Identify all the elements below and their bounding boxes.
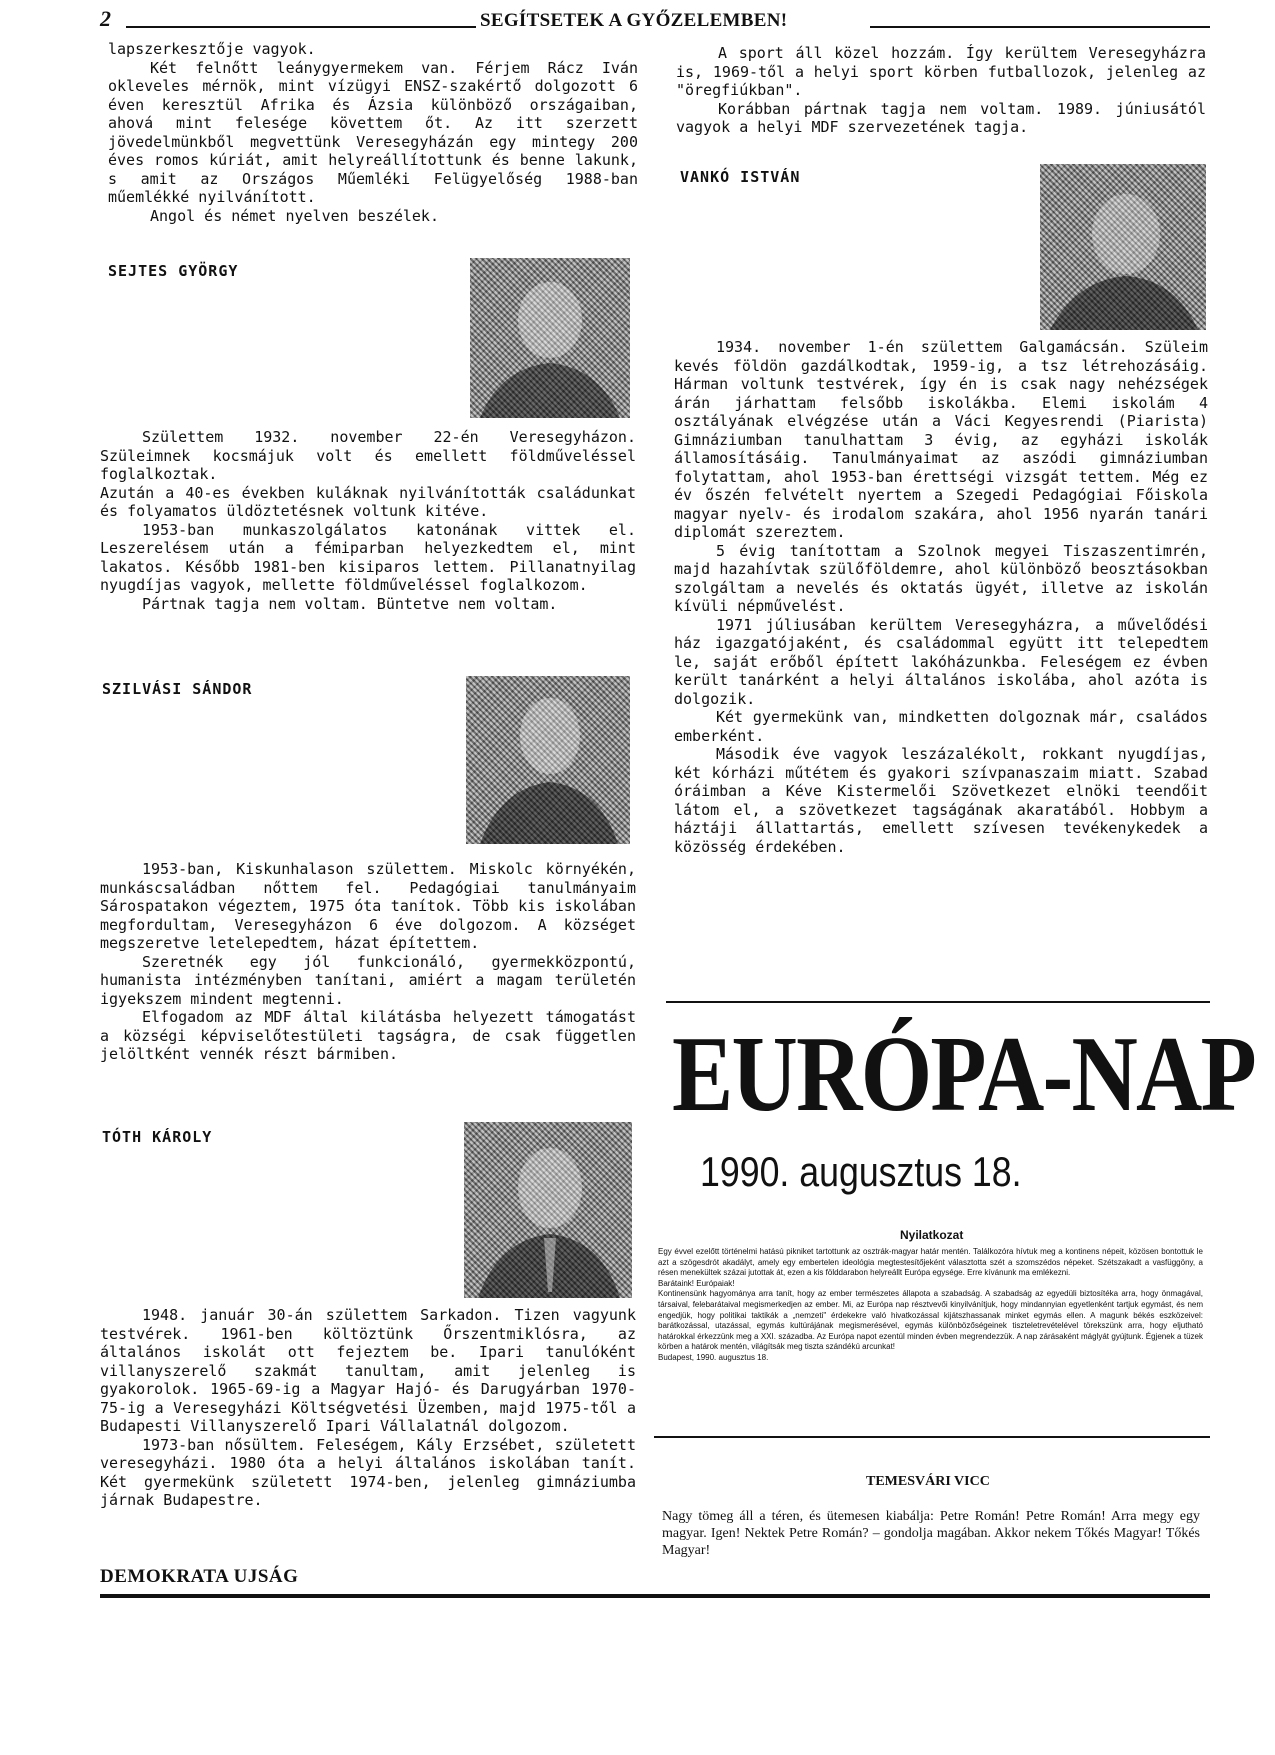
declaration-text — [658, 1247, 1203, 1364]
paragraph: 1971 júliusában kerültem Veresegyházra, a művelődési ház igazgatójaként, és családommal együtt itt telepedtem le, saját erőből épített lakóházunkba. Feleségem ez évben került tanárként a helyi általános iskolába, ahol azóta is dolgozik. — [674, 615, 1208, 708]
paragraph: Azután a 40-es években kuláknak nyilvánították családunkat és folyamatos üldöztetésnek voltunk kitéve. — [100, 483, 636, 520]
portrait-photo-toth — [464, 1122, 632, 1298]
paragraph: Szeretnék egy jól funkcionáló, gyermekközpontú, humanista intézményben tanítani, amiért a magam területén igyekszem mindent megtenni. — [100, 952, 636, 1008]
left-intro-text — [108, 40, 638, 225]
paragraph: Elfogadom az MDF által kilátásba helyezett támogatást a községi képviselőtestületi tagságra, de csak független jelöltként vennék részt bármiben. — [100, 1008, 636, 1063]
paragraph: Budapest, 1990. augusztus 18. — [658, 1352, 769, 1362]
paragraph: 1973-ban nősültem. Feleségem, Kály Erzsébet, született veresegyházi. 1980 óta a helyi általános iskolában tanít. Két gyermekünk született 1974-ben, jelenleg gimnáziumba járnak Budapestre. — [100, 1435, 636, 1509]
paragraph: Korábban pártnak tagja nem voltam. 1989. júniusától vagyok a helyi MDF szervezetének tagja. — [676, 99, 1206, 136]
paragraph: 1953-ban, Kiskunhalason születtem. Miskolc környékén, munkáscsaládban nőttem fel. Pedagógiai tanulmányaim Sárospatakon végeztem, 1975 óta tanítok. Több kis iskolában megfordultam, Veresegyházon 6 éve dolgozom. A községet megszeretve letelepedtem, házat építettem. — [100, 860, 636, 952]
paragraph: Barátaink! Európaiak! — [658, 1278, 735, 1288]
paragraph: 1948. január 30-án születtem Sarkadon. Tizen vagyunk testvérek. 1961-ben költöztünk Őrszentmiklósra, az általános iskolát ott fejeztem be. Ipari tanulóként villanyszerelő szakmát tanultam, amit jelenleg is gyakorolok. 1965-69-ig a Magyar Hajó- és Darugyárban 1970-75-ig a Veresegyházi Költségvetési Üzemben, majd 1975-től a Budapesti Villanyszerelő Ipari Vállalatnál dolgozom. — [100, 1306, 636, 1435]
right-intro-text — [676, 44, 1206, 137]
paragraph: Kontinensünk hagyománya arra tanít, hogy az ember természetes állapota a szabadság. A szabadság az egyedüli biztosítéka arra, hogy önmagával, társaival, felebarátaival megismerkedjen az ember. Mi, az Európa nap résztvevői kinyilvánítjuk, hogy mindannyian egyetlenként tartjuk egymást, és nem engedjük, hogy politikai taktikák a „nemzeti" érdekekre való hivatkozással kijátszhassanak minket egymás ellen. A magunk békés eszközeivel: barátkozással, utazással, egymás kultúrájának megismerésével, egymás különbözőségeinek tiszteletrevételével törekszünk arra, hogy eljutható határokkal érkezzünk meg a XXI. századba. Az Európa napot ezentúl minden évben megrendezzük. A nap zárásaként máglyát gyújtunk. Égjenek a tüzek körben a határok mentén, világítsák meg tiszta szándékú arcunkat! — [658, 1289, 1203, 1352]
paragraph: 5 évig tanítottam a Szolnok megyei Tiszaszentimrén, majd hazahívtak szülőföldemre, ahol különböző beosztásokban szolgáltam a nevelés és oktatás ügyét, illetve az iskolán kívüli népművelést. — [674, 541, 1208, 615]
paragraph: A sport áll közel hozzám. Így kerültem Veresegyházra is, 1969-től a helyi sport körben futballozok, jelenleg az "öregfiúkban". — [676, 44, 1206, 99]
bio-text-vanko — [674, 338, 1208, 856]
vicc-title: TEMESVÁRI VICC — [866, 1474, 990, 1489]
paragraph: Pártnak tagja nem voltam. Büntetve nem voltam. — [142, 594, 558, 613]
vicc-text: Nagy tömeg áll a téren, és ütemesen kiabálja: Petre Román! Petre Román! Arra megy egy magyar. Igen! Nektek Petre Román? – gondolja magában. Akkor nekem Tőkés Magyar! Tőkés Magyar! — [662, 1509, 1200, 1558]
portrait-photo-sejtes — [470, 258, 630, 418]
candidate-name-vanko: VANKÓ ISTVÁN — [680, 168, 801, 186]
portrait-photo-vanko — [1040, 164, 1206, 330]
declaration-title: Nyilatkozat — [900, 1228, 964, 1242]
bio-text-sejtes — [100, 428, 636, 613]
paragraph: Angol és német nyelven beszélek. — [150, 206, 439, 225]
europa-top-rule — [666, 1001, 1210, 1003]
header-rule-right — [870, 26, 1210, 28]
europa-nap-date: 1990. augusztus 18. — [700, 1148, 1022, 1195]
europa-nap-headline: EURÓPA-NAP — [672, 1015, 1256, 1134]
paragraph: 1934. november 1-én születtem Galgamácsán. Szüleim kevés földön gazdálkodtak, 1959-ig, a tsz létrehozásáig. Hárman voltunk testvérek, így én is csak nagy nehézségek árán járhattam felsőbb iskolákba. Elemi iskolám 4 osztályának elvégzése után a Váci Kegyesrendi (Piarista) Gimnáziumban tanulhattam 3 évig, az egyházi iskolák államosításáig. Tanulmányaimat az aszódi gimnáziumban folytattam, ahol 1953-ban érettségi vizsgát tettem. Még ez év őszén felvételt nyertem a Szegedi Pedagógiai Főiskola magyar nyelv- és irodalom szakára, ahol 1956 nyarán tanári diplomát szereztem. — [674, 338, 1208, 541]
footer-brand: DEMOKRATA UJSÁG — [100, 1566, 299, 1587]
page-header-title: SEGÍTSETEK A GYŐZELEMBEN! — [480, 10, 788, 31]
header-rule-left — [126, 26, 476, 28]
page-number: 2 — [100, 6, 111, 31]
candidate-name-sejtes: SEJTES GYÖRGY — [108, 262, 239, 280]
paragraph: Születtem 1932. november 22-én Veresegyházon. Szüleimnek kocsmájuk volt és emellett földműveléssel foglalkoztak. — [100, 428, 636, 483]
europa-bottom-rule — [654, 1436, 1210, 1438]
paragraph: 1953-ban munkaszolgálatos katonának vittek el. Leszerelésem után a fémiparban helyezkedtem el, mint lakatos. Később 1981-ben kisiparos lettem. Pillanatnyilag nyugdíjas vagyok, mellette földműveléssel foglalkozom. — [100, 520, 636, 594]
bio-text-toth — [100, 1306, 636, 1510]
candidate-name-szilvasi: SZILVÁSI SÁNDOR — [102, 680, 253, 698]
portrait-photo-szilvasi — [466, 676, 630, 844]
page-footer — [100, 1566, 1210, 1588]
paragraph: Két gyermekünk van, mindketten dolgoznak már, családos emberként. — [674, 708, 1208, 745]
paragraph: Két felnőtt leánygyermekem van. Férjem Rácz Iván okleveles mérnök, mint vízügyi ENSZ-szakértő dolgozott 6 éven keresztül Afrika és Ázsia különböző országaiban, ahová mint felesége követtem őt. Az itt szerzett jövedelmünkből megvettünk Veresegyházán egy mintegy 200 éves romos kúriát, amit helyreállítottunk és benne lakunk, s amit az Országos Műemléki Felügyelőség 1988-ban műemlékké nyilvánított. — [108, 58, 638, 206]
paragraph: Egy évvel ezelőtt történelmi hatású pikniket tartottunk az osztrák-magyar határ mentén. Találkozóra hívtuk meg a kontinens népeit, közösen bontottuk le azt a szögesdrót akadályt, amely egy embertelen ideológia megtestesítőjeként választotta szét a szomszédos népeket. Szétszakadt a vasfüggöny, a résen menekültek százai jutottak át, ezen a kis földdarabon helyreállt Európa egysége. Erre kívánunk ma emlékezni. — [658, 1247, 1203, 1278]
bio-text-szilvasi — [100, 860, 636, 1064]
candidate-name-toth: TÓTH KÁROLY — [102, 1128, 213, 1146]
footer-rule — [100, 1594, 1210, 1598]
page-header — [100, 6, 1210, 36]
paragraph: Második éve vagyok leszázalékolt, rokkant nyugdíjas, két kórházi műtétem és gyakori szívpanaszaim miatt. Szabad óráimban a Kéve Kistermelői Szövetkezet elnöki teendőit látom el, a szövetkezet tagságának akaratából. Hobbym a háztáji állattartás, emellett szívesen tevékenykedek a közösség érdekében. — [674, 745, 1208, 856]
paragraph: lapszerkesztője vagyok. — [108, 40, 316, 58]
